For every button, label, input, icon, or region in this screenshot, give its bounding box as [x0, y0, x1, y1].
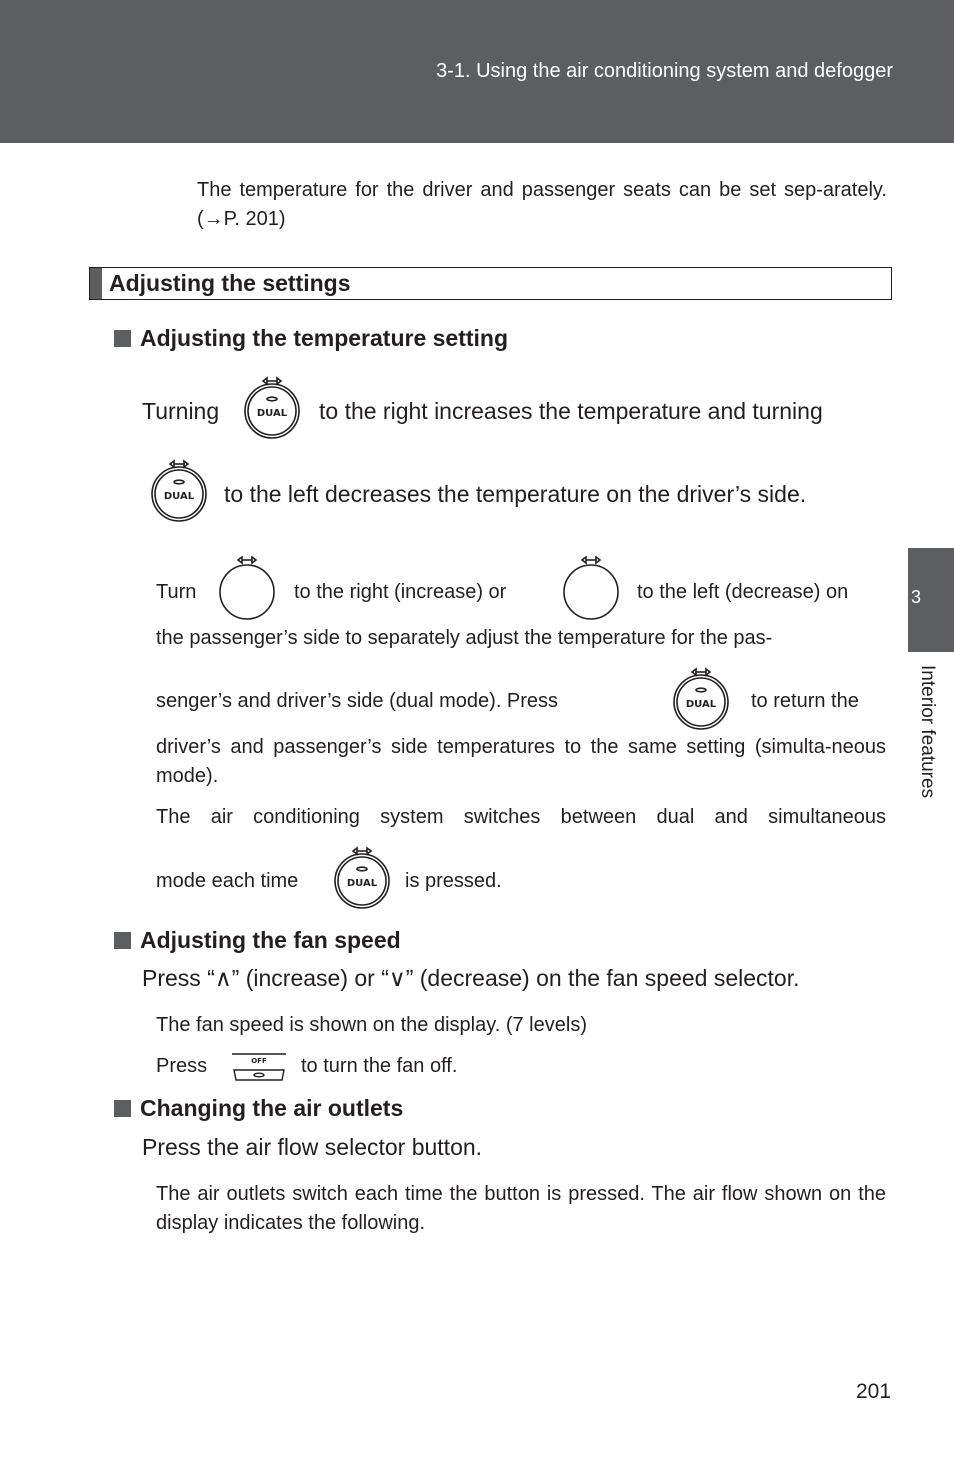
dual-button-icon [333, 845, 391, 911]
temp-heading-text: Adjusting the temperature setting [140, 325, 509, 351]
fan-instruction: Press “∧” (increase) or “∨” (decrease) on the fan speed selector. [142, 965, 800, 991]
passenger-knob-icon [562, 556, 620, 622]
chapter-tab-title: Interior features [917, 665, 938, 799]
temp-note1-end: to the left (decrease) on [637, 581, 849, 603]
temp-line2: to the left decreases the temperature on the driver’s side. [224, 481, 807, 507]
square-bullet-icon [114, 330, 131, 347]
outlets-heading [114, 1095, 403, 1122]
temp-note2-line1: The air conditioning system switches between dual and simultaneous [156, 806, 886, 828]
dual-knob-icon [150, 458, 208, 524]
fan-note2-end: to turn the fan off. [301, 1055, 458, 1077]
svg-text:DUAL: DUAL [163, 491, 195, 502]
svg-text:OFF: OFF [251, 1057, 267, 1065]
section-header [89, 267, 892, 300]
temp-line1-start: Turning [142, 398, 220, 424]
square-bullet-icon [114, 1100, 131, 1117]
temp-note2-line2-end: is pressed. [405, 870, 502, 892]
svg-text:DUAL: DUAL [256, 408, 288, 419]
square-bullet-icon [114, 932, 131, 949]
fan-heading-text: Adjusting the fan speed [140, 927, 401, 953]
fan-note1: The fan speed is shown on the display. (7 levels) [156, 1014, 587, 1036]
svg-text:DUAL: DUAL [346, 878, 378, 889]
temp-note1-line2: the passenger’s side to separately adjust the temperature for the pas- [156, 627, 773, 649]
outlets-heading-text: Changing the air outlets [140, 1095, 404, 1121]
temp-note2-line2-start: mode each time [156, 870, 299, 892]
temp-note1-line3-start: senger’s and driver’s side (dual mode). Press [156, 690, 559, 712]
dual-knob-icon [243, 375, 301, 441]
fan-note2-start: Press [156, 1055, 208, 1077]
passenger-knob-icon [218, 556, 276, 622]
outlets-instruction: Press the air flow selector button. [142, 1134, 483, 1160]
section-title: Adjusting the settings [109, 270, 351, 296]
dual-button-icon [672, 666, 730, 732]
temp-line1-end: to the right increases the temperature and turning [319, 398, 823, 424]
temp-note1-turn: Turn [156, 581, 197, 603]
chapter-tab-number: 3 [911, 587, 922, 607]
fan-off-button-icon [230, 1052, 288, 1082]
temp-note1-line3-end: to return the [751, 690, 859, 712]
header-section-title: 3-1. Using the air conditioning system and defogger [436, 60, 893, 82]
svg-text:DUAL: DUAL [685, 699, 717, 710]
temp-heading [114, 325, 508, 352]
fan-heading [114, 927, 401, 954]
temp-note1-line4: driver’s and passenger’s side temperatures to the same setting (simulta-neous mode). [156, 736, 886, 787]
temp-note1-middle: to the right (increase) or [294, 581, 507, 603]
intro-paragraph: The temperature for the driver and passenger seats can be set sep-arately. (→P. 201) [197, 179, 887, 230]
page-number: 201 [856, 1380, 892, 1403]
section-header-bar [90, 268, 102, 299]
outlets-note: The air outlets switch each time the button is pressed. The air flow shown on the display indicates the following. [156, 1183, 886, 1234]
